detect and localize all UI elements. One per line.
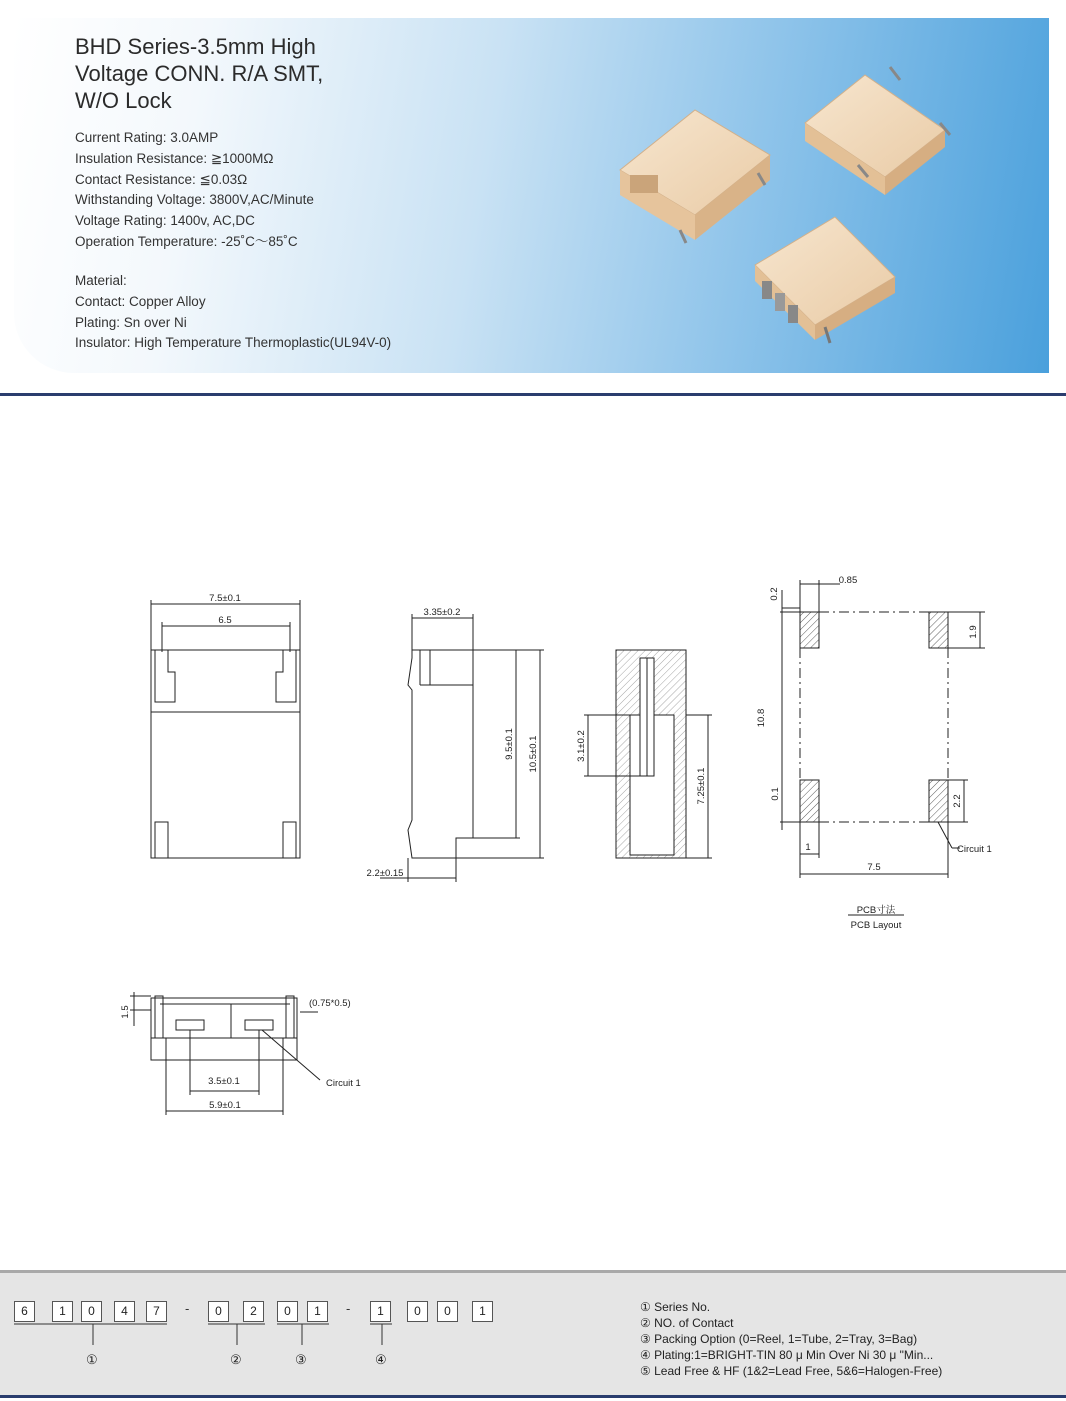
title-line: Voltage CONN. R/A SMT, [75, 61, 324, 86]
page-title [75, 33, 375, 114]
pn-callout-3: ③ [295, 1353, 307, 1368]
pn-digit: 1 [472, 1301, 493, 1322]
connector-photo [600, 55, 960, 355]
dim-bottom-15: 1.5 [120, 1005, 131, 1019]
pn-dash: - [346, 1301, 351, 1316]
dim-pcb-02: 0.2 [769, 587, 780, 601]
bottom-circuit-label: Circuit 1 [326, 1078, 361, 1089]
dim-side-top: 3.35±0.2 [423, 607, 461, 618]
connector-image-3 [755, 217, 895, 343]
material-contact: Contact: Copper Alloy [75, 293, 206, 309]
pn-callout-1: ① [86, 1353, 98, 1368]
pn-digit: 0 [81, 1301, 102, 1322]
dim-pcb-1: 1 [805, 842, 811, 853]
pn-digit: 0 [208, 1301, 229, 1322]
dim-side-h1: 9.5±0.1 [504, 728, 515, 760]
section-divider [0, 393, 1066, 396]
dim-front-inner: 6.5 [218, 615, 232, 626]
material-insulator: Insulator: High Temperature Thermoplastic(UL94V-0) [75, 335, 392, 351]
part-number-footer [0, 1270, 1066, 1398]
pn-digit: 4 [114, 1301, 135, 1322]
spec-insulation: Insulation Resistance: ≧1000MΩ [75, 150, 274, 166]
material-heading: Material: [75, 273, 127, 288]
pcb-caption-cn: PCB寸法 [856, 905, 896, 916]
front-view [151, 600, 300, 858]
pn-digit: 1 [370, 1301, 391, 1322]
spec-temperature: Operation Temperature: -25˚C～85˚C [75, 233, 298, 249]
spec-list [75, 128, 314, 253]
bottom-view [130, 992, 320, 1115]
dim-pcb-01: 0.1 [770, 787, 781, 801]
technical-drawing [0, 560, 1066, 1140]
section-view [584, 650, 712, 858]
pn-digit: 2 [243, 1301, 264, 1322]
pn-legend-item: ② NO. of Contact [640, 1316, 734, 1330]
connector-image-1 [620, 110, 770, 243]
dim-bottom-35: 3.5±0.1 [208, 1076, 240, 1087]
pn-dash: - [185, 1301, 190, 1316]
spec-contact-resistance: Contact Resistance: ≦0.03Ω [75, 171, 248, 187]
material-plating: Plating: Sn over Ni [75, 314, 187, 330]
dim-section-a: 3.1±0.2 [576, 730, 587, 762]
side-view [380, 614, 544, 882]
pn-digit: 6 [14, 1301, 35, 1322]
dim-section-b: 7.25±0.1 [696, 767, 707, 805]
dim-side-bottom: 2.2±0.15 [366, 868, 404, 879]
pn-legend-item: ④ Plating:1=BRIGHT-TIN 80 μ Min Over Ni 30 μ "Min... [640, 1348, 934, 1362]
spec-current: Current Rating: 3.0AMP [75, 130, 219, 145]
pn-digit: 1 [307, 1301, 328, 1322]
title-line: W/O Lock [75, 88, 172, 113]
pn-digit: 1 [52, 1301, 73, 1322]
dim-side-h2: 10.5±0.1 [528, 735, 539, 773]
dim-front-outer: 7.5±0.1 [209, 593, 241, 604]
dim-pcb-75: 7.5 [867, 862, 881, 873]
pn-digit: 0 [437, 1301, 458, 1322]
dim-pcb-19: 1.9 [968, 625, 979, 639]
pn-leader-lines [0, 1273, 520, 1363]
pn-legend [640, 1299, 942, 1379]
pn-legend-item: ③ Packing Option (0=Reel, 1=Tube, 2=Tray, 3=Bag) [640, 1332, 918, 1346]
dim-bottom-59: 5.9±0.1 [209, 1100, 241, 1111]
dim-pcb-22: 2.2 [952, 794, 963, 808]
dim-bottom-pin: (0.75*0.5) [309, 998, 351, 1009]
pcb-caption-en: PCB Layout [850, 920, 902, 931]
pcb-circuit-label: Circuit 1 [957, 844, 992, 855]
material-list [75, 271, 391, 354]
title-line: BHD Series-3.5mm High [75, 34, 316, 59]
pn-legend-item: ⑤ Lead Free & HF (1&2=Lead Free, 5&6=Halogen-Free) [640, 1364, 943, 1378]
pn-digit: 7 [146, 1301, 167, 1322]
connector-image-2 [805, 67, 950, 195]
pn-digit: 0 [407, 1301, 428, 1322]
dim-pcb-108: 10.8 [756, 708, 767, 728]
spec-withstanding: Withstanding Voltage: 3800V,AC/Minute [75, 192, 314, 208]
pn-digit: 0 [277, 1301, 298, 1322]
dim-pcb-085: 0.85 [838, 575, 858, 586]
pn-callout-2: ② [230, 1353, 242, 1368]
spec-voltage: Voltage Rating: 1400v, AC,DC [75, 213, 255, 229]
pcb-layout [780, 580, 985, 915]
pn-callout-4: ④ [375, 1353, 387, 1368]
pn-legend-item: ① Series No. [640, 1300, 711, 1314]
